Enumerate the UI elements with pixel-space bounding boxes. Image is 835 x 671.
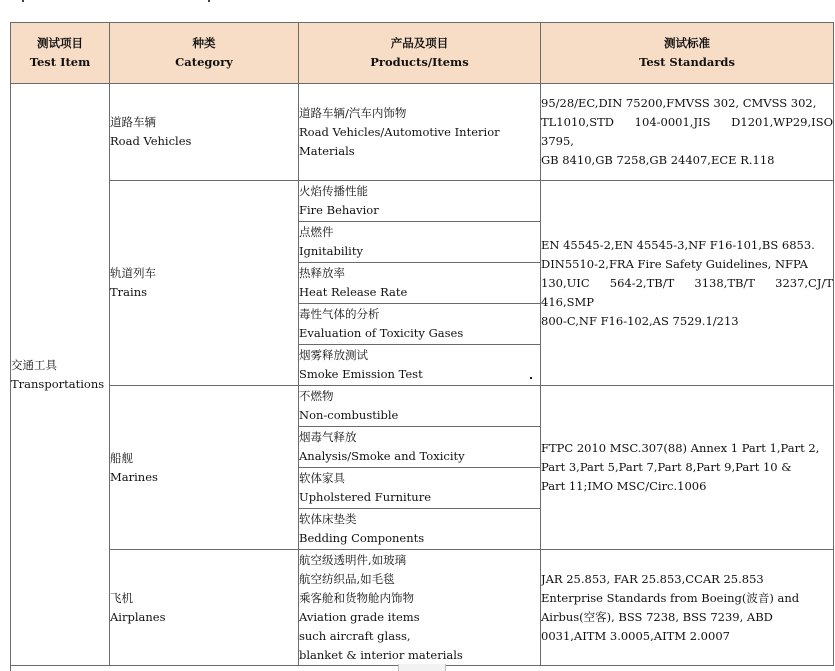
header-products-cn: 产品及项目: [390, 36, 449, 50]
stray-dot: [530, 377, 532, 379]
trains-std-line1: EN 45545-2,EN 45545-3,NF F16-101,BS 6853.: [541, 237, 815, 252]
header-test-item-cn: 测试项目: [37, 36, 83, 50]
marines-item-cn: 烟毒气释放: [299, 430, 357, 444]
trains-item-cn: 点燃件: [299, 225, 334, 239]
trains-std-line4: 800-C,NF F16-102,AS 7529.1/213: [541, 313, 739, 328]
stray-dot-left: [22, 0, 24, 2]
header-products-en: Products/Items: [370, 55, 469, 69]
airplanes-prod-en3: blanket & interior materials: [299, 647, 463, 662]
road-std-line3: GB 8410,GB 7258,GB 24407,ECE R.118: [541, 153, 775, 167]
trains-item-en: Heat Release Rate: [299, 285, 408, 299]
trains-item-en: Evaluation of Toxicity Gases: [299, 326, 464, 340]
header-category-cn: 种类: [192, 36, 216, 50]
road-std-line2: TL1010,STD 104-0001,JIS D1201,WP29,ISO 3795,: [541, 115, 833, 148]
trains-item-cn: 烟雾释放测试: [299, 348, 368, 362]
airplanes-std-line1: JAR 25.853, FAR 25.853,CCAR 25.853: [541, 571, 764, 586]
standards-trains: [541, 181, 834, 386]
airplanes-prod-cn2: 航空纺织品,如毛毯: [299, 571, 395, 586]
table-row-trains-1: [11, 181, 834, 222]
road-prod-en1: Road Vehicles/Automotive Interior: [299, 124, 500, 139]
marines-item-en: Bedding Components: [299, 531, 425, 545]
trains-item-en: Smoke Emission Test: [299, 367, 423, 381]
test-standards-table: [10, 22, 834, 666]
marines-std-line1: FTPC 2010 MSC.307(88) Annex 1 Part 1,Part 2,: [541, 441, 820, 455]
marines-std-line3: Part 11;IMO MSC/Circ.1006: [541, 479, 707, 493]
trains-item-cn: 热释放率: [299, 266, 345, 280]
marines-std-line2: Part 3,Part 5,Part 7,Part 8,Part 9,Part 10 &: [541, 460, 792, 474]
trains-item-smoke-emission: [299, 345, 541, 386]
marines-item-cn: 不燃物: [299, 389, 334, 403]
header-test-item: [11, 23, 110, 84]
marines-item-cn: 软体家具: [299, 471, 345, 485]
header-category: [110, 23, 299, 84]
marines-item-bedding: [299, 509, 541, 550]
standards-marines: [541, 386, 834, 550]
trains-item-cn: 火焰传播性能: [299, 184, 368, 198]
marines-item-en: Analysis/Smoke and Toxicity: [299, 449, 465, 463]
header-standards-en: Test Standards: [639, 55, 735, 69]
airplanes-std-line4: 0031,AITM 3.0005,AITM 2.0007: [541, 628, 730, 643]
trains-item-en: Fire Behavior: [299, 203, 379, 217]
test-item-en: Transportations: [11, 376, 105, 391]
airplanes-prod-en1: Aviation grade items: [299, 609, 420, 624]
marines-item-non-combustible: [299, 386, 541, 427]
standards-road-vehicles: [541, 84, 834, 181]
category-trains-en: Trains: [110, 285, 148, 299]
products-airplanes: [299, 550, 541, 666]
table-row-marines-1: [11, 386, 834, 427]
airplanes-prod-cn1: 航空级透明件,如玻璃: [299, 552, 407, 567]
stray-dot-right: [208, 0, 210, 2]
trains-item-en: Ignitability: [299, 244, 363, 258]
marines-item-cn: 软体床垫类: [299, 512, 357, 526]
marines-item-en: Non-combustible: [299, 408, 399, 422]
category-road-vehicles: [110, 84, 299, 181]
trains-item-cn: 毒性气体的分析: [299, 307, 380, 321]
header-test-item-en: Test Item: [29, 55, 91, 69]
standards-airplanes: [541, 550, 834, 666]
header-category-en: Category: [175, 55, 233, 69]
category-airplanes-en: Airplanes: [110, 609, 166, 624]
trains-std-line2: DIN5510-2,FRA Fire Safety Guidelines, NFPA: [541, 256, 808, 271]
trains-item-heat-release: [299, 263, 541, 304]
road-std-line1: 95/28/EC,DIN 75200,FMVSS 302, CMVSS 302,: [541, 96, 817, 110]
test-item-cn: 交通工具: [11, 357, 57, 372]
category-marines-cn: 船舰: [110, 450, 133, 465]
airplanes-prod-cn3: 乘客舱和货物舱内饰物: [299, 590, 414, 605]
category-marines: [110, 386, 299, 550]
marines-item-en: Upholstered Furniture: [299, 490, 432, 504]
category-trains: [110, 181, 299, 386]
airplanes-std-line3: Airbus(空客), BSS 7238, BSS 7239, ABD: [541, 609, 773, 624]
marines-item-upholstered: [299, 468, 541, 509]
airplanes-prod-en2: such aircraft glass,: [299, 628, 411, 643]
header-test-standards: [541, 23, 834, 84]
category-airplanes-cn: 飞机: [110, 590, 133, 605]
table-row-airplanes: [11, 550, 834, 666]
road-prod-en2: Materials: [299, 143, 355, 158]
marines-item-smoke-toxicity: [299, 427, 541, 468]
trains-std-line3: 130,UIC 564-2,TB/T 3138,TB/T 3237,CJ/T 416,SMP: [541, 275, 833, 309]
category-road-en: Road Vehicles: [110, 134, 192, 148]
category-road-cn: 道路车辆: [110, 115, 156, 129]
test-item-cell: [11, 84, 110, 666]
trains-item-toxicity-gases: [299, 304, 541, 345]
category-airplanes: [110, 550, 299, 666]
airplanes-std-line2: Enterprise Standards from Boeing(波音) and: [541, 590, 800, 605]
road-prod-cn: 道路车辆/汽车内饰物: [299, 105, 407, 120]
products-road-vehicles: [299, 84, 541, 181]
table-header-row: [11, 23, 834, 84]
trains-item-ignitability: [299, 222, 541, 263]
header-products: [299, 23, 541, 84]
header-standards-cn: 测试标准: [664, 36, 710, 50]
category-trains-cn: 轨道列车: [110, 266, 156, 280]
table-row-road-vehicles: [11, 84, 834, 181]
scroll-tab: [398, 664, 446, 671]
category-marines-en: Marines: [110, 469, 158, 484]
trains-item-fire-behavior: [299, 181, 541, 222]
